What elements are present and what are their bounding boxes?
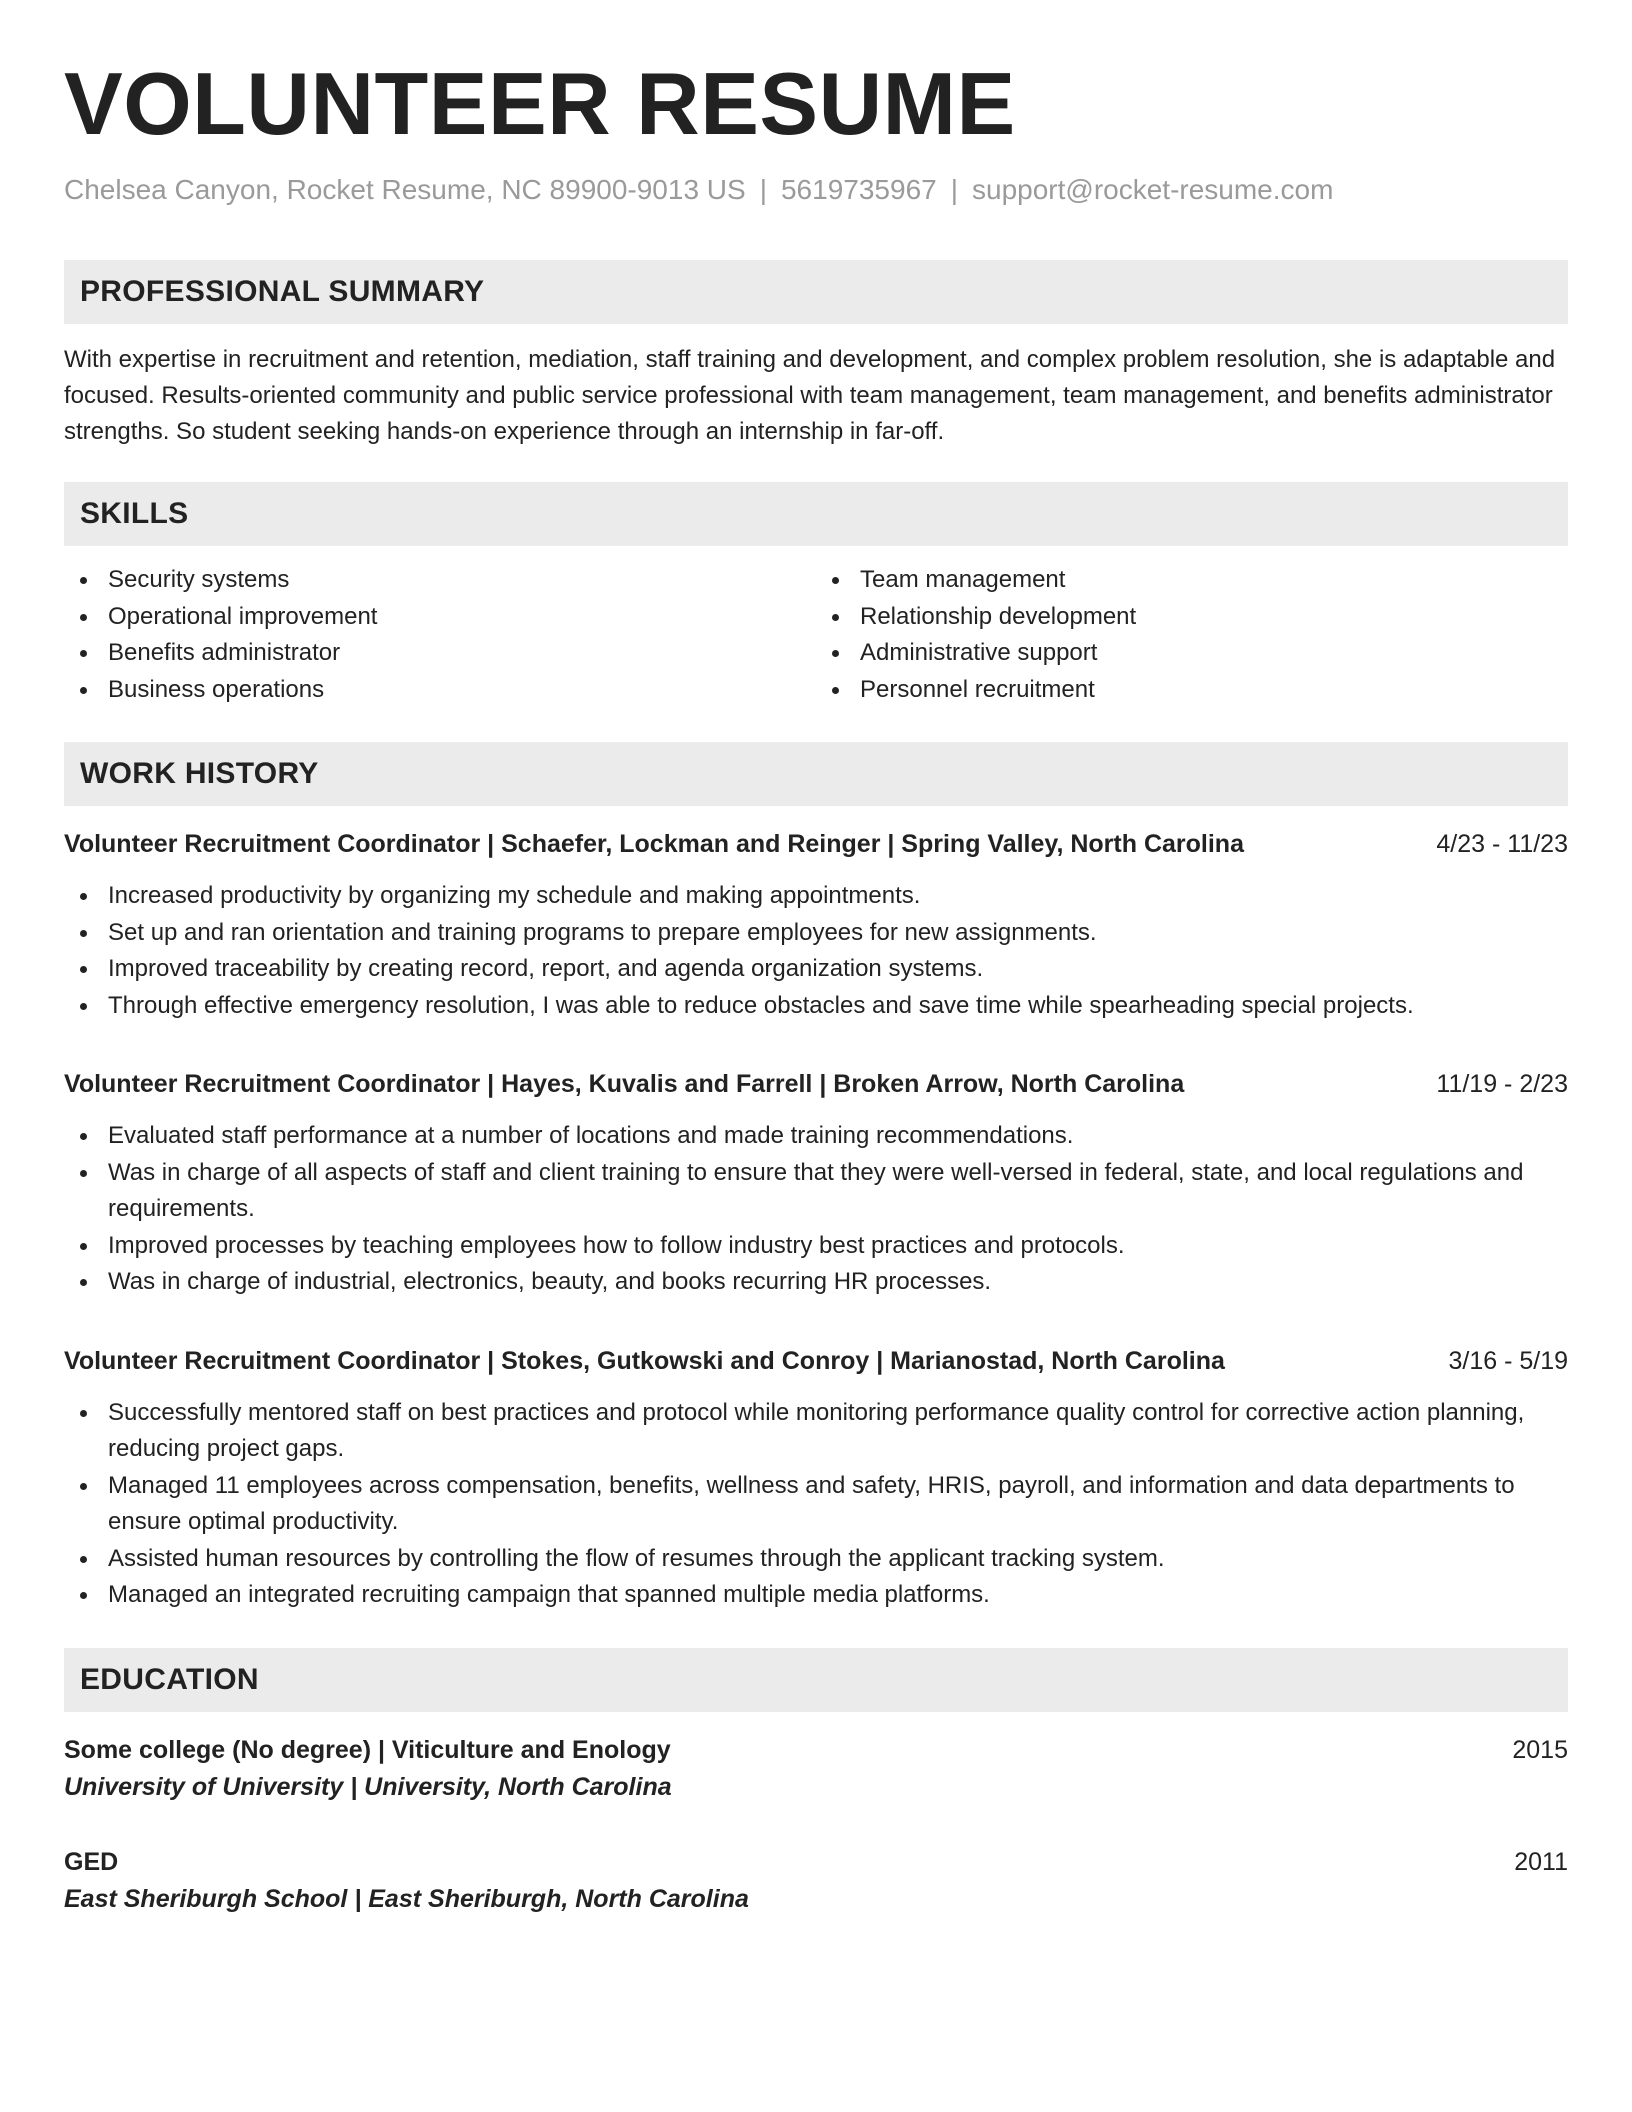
skill-label: Security systems	[108, 566, 290, 593]
bullet-icon	[80, 1003, 87, 1010]
bullet-icon	[80, 577, 87, 584]
education-entry	[64, 1732, 1568, 1806]
education-school: University of University | University, North Carolina	[64, 1772, 672, 1801]
contact-address: Chelsea Canyon, Rocket Resume, NC 89900-9013 US	[64, 174, 746, 205]
job-bullet-text: Managed an integrated recruiting campaign that spanned multiple media platforms.	[108, 1581, 990, 1608]
section-header-work-history: WORK HISTORY	[64, 742, 1568, 806]
contact-phone: 5619735967	[780, 174, 937, 205]
contact-separator: |	[950, 174, 958, 205]
job-bullet	[64, 1118, 1568, 1155]
section-header-education: EDUCATION	[64, 1648, 1568, 1712]
skill-label: Relationship development	[860, 602, 1137, 630]
job-bullet	[64, 1395, 1568, 1468]
section-header-summary: PROFESSIONAL SUMMARY	[64, 260, 1568, 324]
bullet-icon	[80, 1243, 87, 1250]
job-bullet-list	[64, 1118, 1568, 1301]
bullet-icon	[832, 577, 839, 584]
bullet-icon	[80, 893, 87, 900]
education-header	[64, 1844, 1568, 1880]
job-bullet-text: Improved processes by teaching employees how to follow industry best practices and protocols.	[108, 1231, 1125, 1259]
bullet-icon	[832, 650, 839, 657]
skill-label: Administrative support	[860, 639, 1098, 666]
bullet-icon	[80, 687, 87, 694]
job-entry	[64, 1066, 1568, 1301]
job-header	[64, 1343, 1568, 1379]
bullet-icon	[832, 687, 839, 694]
skill-item	[64, 562, 816, 599]
education-year: 2015	[1512, 1735, 1568, 1764]
job-header	[64, 1066, 1568, 1102]
skill-label: Benefits administrator	[108, 639, 341, 666]
job-entry	[64, 826, 1568, 1024]
skill-item	[816, 635, 1568, 672]
bullet-icon	[80, 1556, 87, 1563]
bullet-icon	[80, 1410, 87, 1417]
job-bullet	[64, 951, 1568, 988]
job-bullet-text: Successfully mentored staff on best practices and protocol while monitoring performance quality control for corrective action planning, reducing project gaps.	[108, 1398, 1525, 1462]
skill-item	[64, 672, 816, 709]
job-bullet	[64, 988, 1568, 1025]
job-bullet-text: Through effective emergency resolution, I was able to reduce obstacles and save time while spearheading special projects.	[108, 991, 1414, 1019]
job-bullet	[64, 915, 1568, 952]
job-bullet	[64, 1541, 1568, 1578]
bullet-icon	[80, 930, 87, 937]
education-entry	[64, 1844, 1568, 1918]
job-dates: 11/19 - 2/23	[1436, 1070, 1568, 1098]
job-bullet-text: Improved traceability by creating record, report, and agenda organization systems.	[108, 955, 984, 982]
skill-item	[64, 635, 816, 672]
bullet-icon	[80, 966, 87, 973]
bullet-icon	[80, 1170, 87, 1177]
bullet-icon	[80, 1592, 87, 1599]
job-title: Volunteer Recruitment Coordinator | Hayes, Kuvalis and Farrell | Broken Arrow, North Carolina	[64, 1070, 1185, 1098]
job-bullet-text: Evaluated staff performance at a number of locations and made training recommendations.	[108, 1122, 1074, 1149]
skill-item	[64, 599, 816, 636]
job-bullet-text: Was in charge of industrial, electronics, beauty, and books recurring HR processes.	[108, 1268, 992, 1295]
contact-line	[64, 172, 1568, 208]
bullet-icon	[80, 1133, 87, 1140]
job-bullet	[64, 878, 1568, 915]
bullet-icon	[80, 1279, 87, 1286]
section-header-skills: SKILLS	[64, 482, 1568, 546]
job-dates: 3/16 - 5/19	[1448, 1346, 1568, 1375]
skills-column-left	[64, 562, 816, 708]
job-bullet-text: Was in charge of all aspects of staff and client training to ensure that they were well-versed in federal, state, and local regulations and requirements.	[108, 1158, 1524, 1222]
education-school: East Sheriburgh School | East Sheriburgh, North Carolina	[64, 1884, 749, 1913]
skill-item	[816, 562, 1568, 599]
education-header	[64, 1732, 1568, 1768]
job-dates: 4/23 - 11/23	[1436, 830, 1568, 858]
bullet-icon	[80, 650, 87, 657]
education-degree: Some college (No degree) | Viticulture and Enology	[64, 1735, 671, 1764]
summary-text: With expertise in recruitment and retention, mediation, staff training and development, and complex problem resolution, she is adaptable and focused. Results-oriented community and public service professional with team management, team management, and benefits administrator strengths. So student seeking hands-on experience through an internship in far-off.	[64, 346, 1556, 445]
contact-email: support@rocket-resume.com	[972, 174, 1334, 205]
education-degree: GED	[64, 1847, 119, 1876]
job-bullet	[64, 1228, 1568, 1265]
job-header	[64, 826, 1568, 862]
contact-separator: |	[759, 174, 767, 205]
job-bullet	[64, 1155, 1568, 1228]
skills-list	[64, 562, 1568, 708]
education-year: 2011	[1514, 1847, 1568, 1876]
job-bullet-text: Set up and ran orientation and training programs to prepare employees for new assignments.	[108, 918, 1097, 946]
job-bullet	[64, 1468, 1568, 1541]
bullet-icon	[80, 614, 87, 621]
job-bullet-list	[64, 878, 1568, 1024]
skills-column-right	[816, 562, 1568, 708]
bullet-icon	[832, 614, 839, 621]
job-bullet-text: Managed 11 employees across compensation, benefits, wellness and safety, HRIS, payroll, and information and data departments to ensure optimal productivity.	[108, 1471, 1515, 1535]
job-bullet-text: Assisted human resources by controlling the flow of resumes through the applicant tracking system.	[108, 1544, 1165, 1572]
job-bullet-list	[64, 1395, 1568, 1614]
job-title: Volunteer Recruitment Coordinator | Stokes, Gutkowski and Conroy | Marianostad, North Carolina	[64, 1346, 1225, 1375]
job-bullet	[64, 1577, 1568, 1614]
skill-item	[816, 672, 1568, 709]
skill-label: Operational improvement	[108, 602, 378, 630]
skill-label: Team management	[860, 566, 1066, 593]
skill-label: Personnel recruitment	[860, 675, 1095, 703]
skill-item	[816, 599, 1568, 636]
job-title: Volunteer Recruitment Coordinator | Schaefer, Lockman and Reinger | Spring Valley, North Carolina	[64, 830, 1244, 858]
bullet-icon	[80, 1483, 87, 1490]
resume-title: VOLUNTEER RESUME	[64, 54, 1016, 153]
job-entry	[64, 1343, 1568, 1614]
skill-label: Business operations	[108, 675, 325, 703]
job-bullet-text: Increased productivity by organizing my schedule and making appointments.	[108, 882, 921, 909]
job-bullet	[64, 1264, 1568, 1301]
